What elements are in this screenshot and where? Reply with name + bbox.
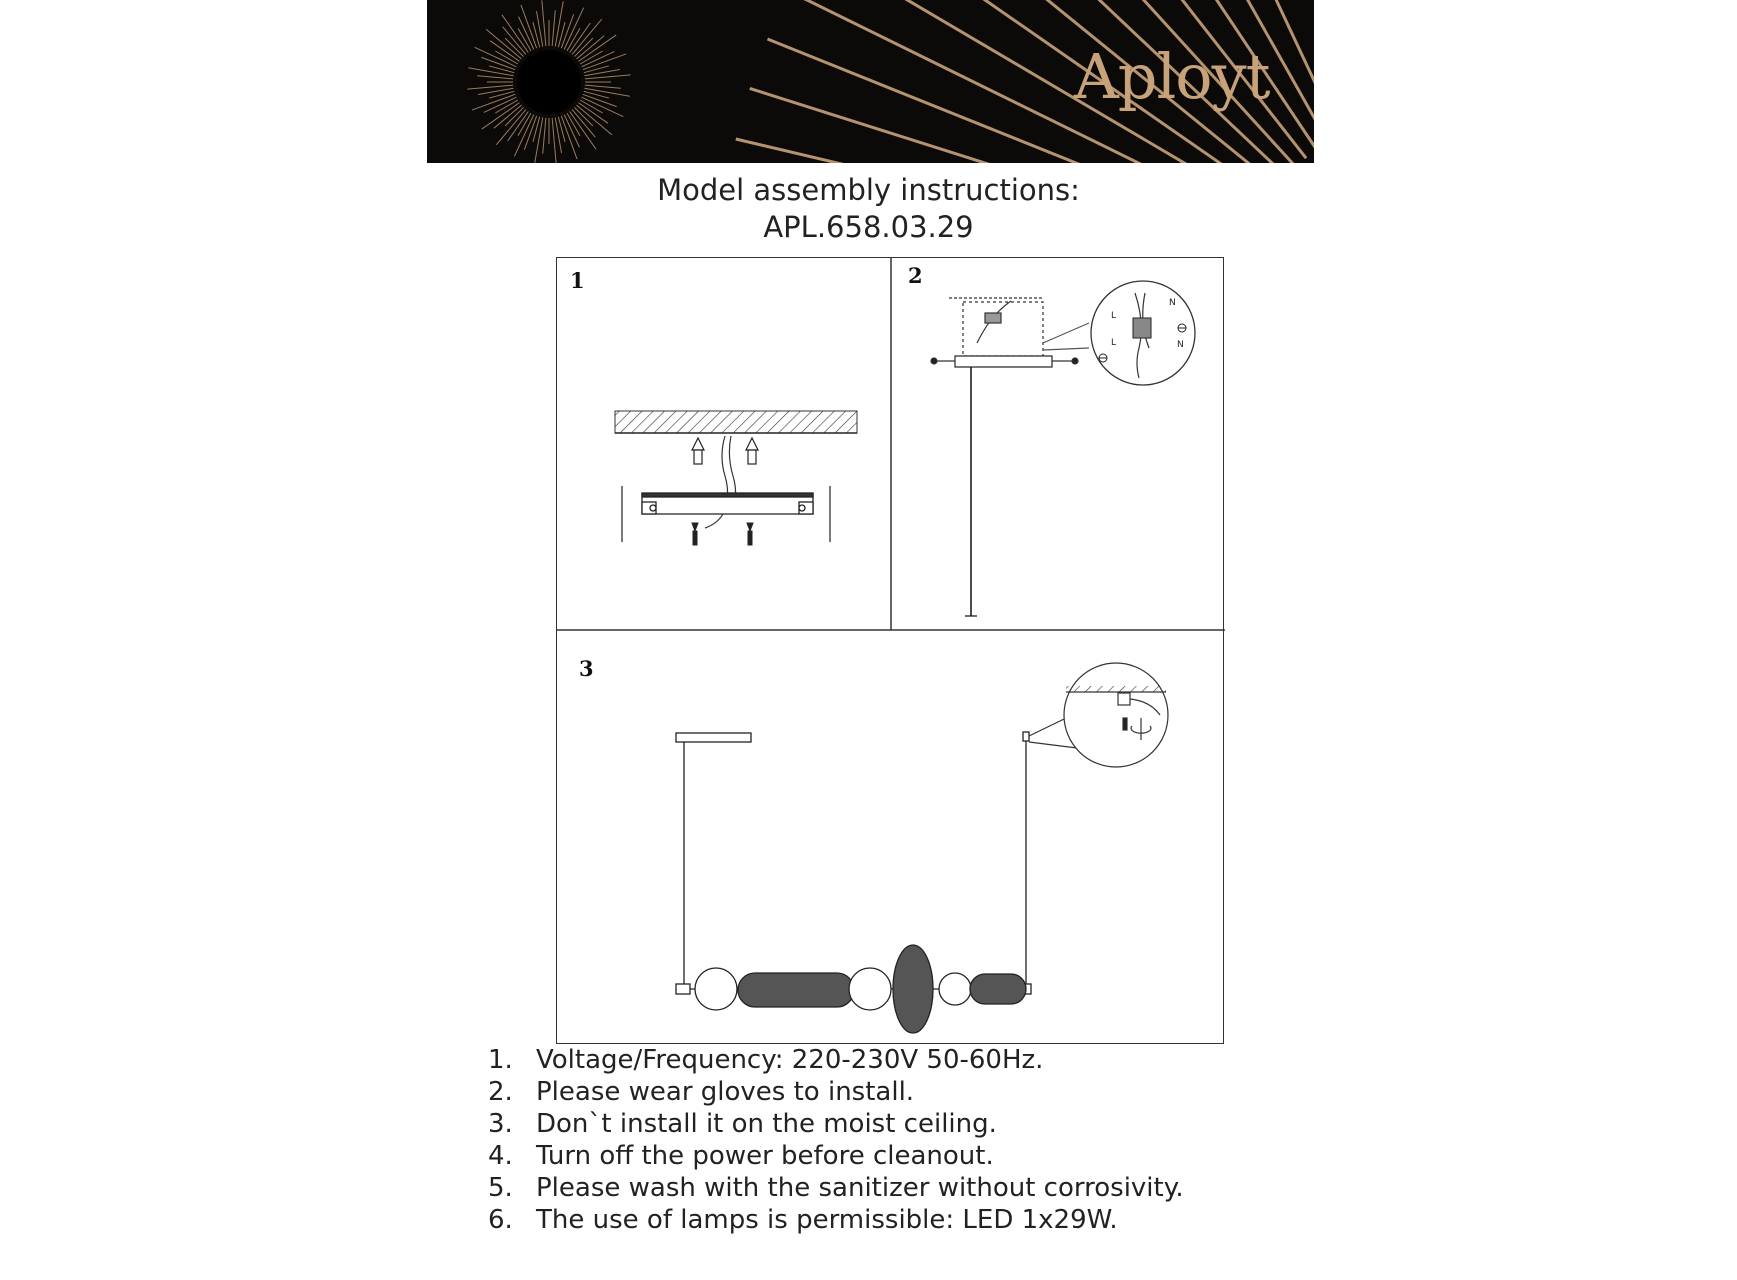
canopy-wiring <box>931 298 1089 616</box>
note-text: The use of lamps is permissible: LED 1x29W. <box>536 1205 1118 1235</box>
note-text: Please wear gloves to install. <box>536 1077 915 1107</box>
diagram-drawing <box>557 258 1225 1045</box>
brand-name: Aployt <box>1074 40 1270 113</box>
wall-anchor-icon <box>692 438 758 464</box>
note-text: Don`t install it on the moist ceiling. <box>536 1109 997 1139</box>
instruction-notes <box>488 1044 1184 1236</box>
model-number: APL.658.03.29 <box>763 210 974 244</box>
list-item: 5. Please wash with the sanitizer without corrosivity. <box>488 1173 1184 1203</box>
ceiling-detail-callout <box>1029 663 1168 767</box>
list-item: 4. Turn off the power before cleanout. <box>488 1141 994 1171</box>
note-text: Please wash with the sanitizer without corrosivity. <box>536 1173 1184 1203</box>
panel-1-number: 1 <box>570 268 585 293</box>
list-item: 1. Voltage/Frequency: 220-230V 50-60Hz. <box>488 1045 1044 1075</box>
screw-icon <box>692 523 753 545</box>
list-item: 6. The use of lamps is permissible: LED 1x29W. <box>488 1205 1118 1235</box>
neutral-wire-label: N <box>1169 298 1176 308</box>
assembled-fixture <box>676 732 1031 1033</box>
neutral-wire-label-2: N <box>1177 340 1184 350</box>
note-text: Turn off the power before cleanout. <box>536 1141 994 1171</box>
list-item: 2. Please wear gloves to install. <box>488 1077 915 1107</box>
title-line-1: Model assembly instructions: <box>657 173 1080 207</box>
list-item: 3. Don`t install it on the moist ceiling. <box>488 1109 997 1139</box>
live-wire-label-2: L <box>1111 338 1117 348</box>
ceiling-hatch <box>615 411 857 433</box>
note-text: Voltage/Frequency: 220-230V 50-60Hz. <box>536 1045 1044 1075</box>
wiring-detail-callout <box>1091 281 1195 385</box>
mounting-bracket <box>642 493 813 514</box>
brand-banner <box>427 0 1314 163</box>
panel-2-number: 2 <box>908 263 923 288</box>
panel-3-number: 3 <box>579 656 594 681</box>
page-title <box>0 172 1737 246</box>
assembly-diagram <box>556 257 1224 1044</box>
live-wire-label: L <box>1111 311 1117 321</box>
